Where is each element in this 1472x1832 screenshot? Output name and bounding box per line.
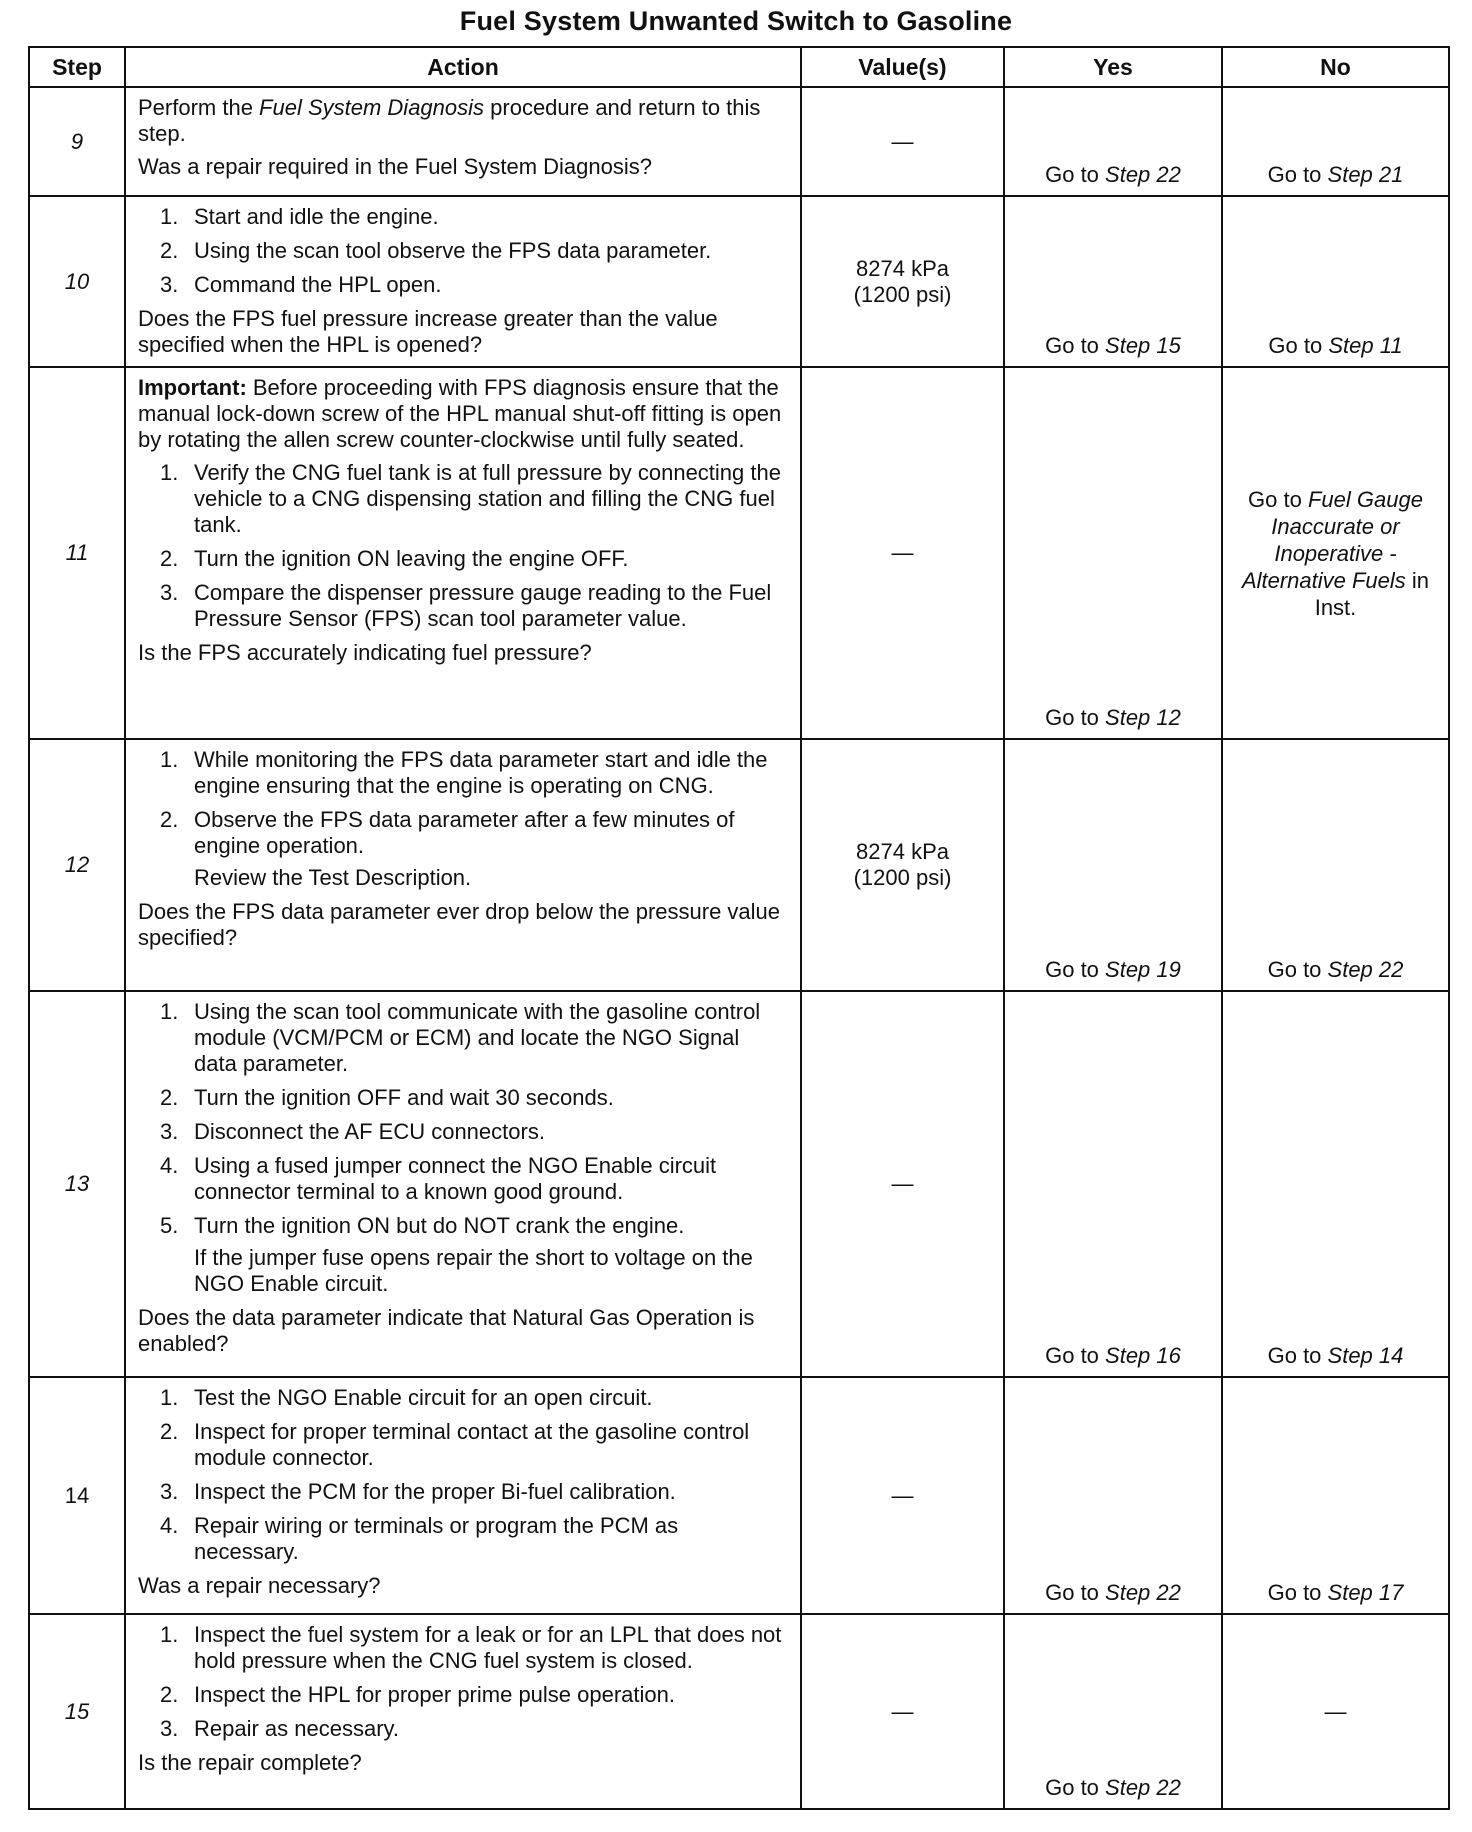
list-item: 3. Disconnect the AF ECU connectors. [160, 1119, 545, 1144]
action-question: Does the data parameter indicate that Natural Gas Operation is enabled? [138, 1305, 755, 1356]
step-number: 14 [29, 1377, 125, 1614]
action-steps [138, 1385, 788, 1565]
yes-cell: Go to Step 15 [1004, 196, 1222, 367]
value-text: — [891, 128, 914, 154]
step-number: 9 [29, 87, 125, 196]
action-question: Was a repair required in the Fuel System Diagnosis? [138, 154, 652, 179]
step-number: 12 [29, 739, 125, 991]
value-cell [801, 991, 1004, 1377]
yes-target-link[interactable]: Step 22 [1105, 162, 1181, 187]
yes-cell: Go to Step 12 [1004, 367, 1222, 739]
value-text: — [891, 1698, 914, 1724]
yes-cell: Go to Step 16 [1004, 991, 1222, 1377]
no-cell: Go to Step 14 [1222, 991, 1449, 1377]
no-cell: Go to Step 11 [1222, 196, 1449, 367]
value-text: 8274 kPa (1200 psi) [853, 839, 952, 890]
table-row-step-15 [29, 1614, 1449, 1809]
list-item: 3. Inspect the PCM for the proper Bi-fuel calibration. [160, 1479, 676, 1504]
no-target-link[interactable]: Fuel Gauge Inaccurate or Inoperative - Alternative Fuels [1241, 486, 1423, 593]
no-target-link[interactable]: Step 22 [1327, 957, 1404, 982]
header-no: No [1222, 47, 1449, 87]
yes-target-link[interactable]: Step 22 [1105, 1580, 1181, 1605]
important-label: Important: [138, 375, 247, 400]
no-target-link[interactable]: Step 11 [1328, 333, 1403, 358]
value-cell [801, 196, 1004, 367]
list-item: 2. Inspect the HPL for proper prime pulse operation. [160, 1682, 676, 1707]
header-step: Step [29, 47, 125, 87]
value-text: 8274 kPa (1200 psi) [853, 255, 952, 307]
action-cell [125, 196, 801, 367]
no-cell [1222, 367, 1449, 739]
action-cell [125, 87, 801, 196]
header-yes: Yes [1004, 47, 1222, 87]
list-item: 1. Verify the CNG fuel tank is at full pressure by connecting the vehicle to a CNG dispensing station and filling the CNG fuel tank. [160, 460, 781, 537]
yes-cell: Go to Step 22 [1004, 1377, 1222, 1614]
action-question: Does the FPS fuel pressure increase greater than the value specified when the HPL is opened? [138, 306, 718, 357]
action-cell [125, 367, 801, 739]
yes-target-link[interactable]: Step 12 [1105, 705, 1181, 730]
yes-cell: Go to Step 22 [1004, 87, 1222, 196]
no-target-link[interactable]: Step 14 [1327, 1343, 1404, 1368]
important-note: Important: Before proceeding with FPS diagnosis ensure that the manual lock-down screw of the HPL manual shut-off fitting is open by rotating the allen screw counter-clockwise until fully seated. [138, 375, 782, 452]
list-item: 3. Command the HPL open. [160, 272, 442, 297]
table-row-step-11 [29, 367, 1449, 739]
table-row-step-13 [29, 991, 1449, 1377]
action-question: Was a repair necessary? [138, 1573, 381, 1598]
value-cell [801, 1614, 1004, 1809]
step-number: 13 [29, 991, 125, 1377]
table-header-row [29, 47, 1449, 87]
no-cell: Go to Step 22 [1222, 739, 1449, 991]
yes-target-link[interactable]: Step 16 [1105, 1343, 1181, 1368]
procedure-reference: Fuel System Diagnosis [259, 95, 485, 120]
action-cell [125, 1377, 801, 1614]
action-intro: Perform the Fuel System Diagnosis procedure and return to this step. [138, 95, 761, 146]
list-item: 2. Using the scan tool observe the FPS data parameter. [160, 238, 712, 263]
action-steps [138, 204, 788, 298]
list-item: 3. Repair as necessary. [160, 1716, 400, 1741]
action-steps [138, 999, 788, 1239]
list-item: 1. Start and idle the engine. [160, 204, 439, 229]
list-item: 5. Turn the ignition ON but do NOT crank the engine. [160, 1213, 685, 1238]
value-cell [801, 1377, 1004, 1614]
list-item: 4. Using a fused jumper connect the NGO Enable circuit connector terminal to a known good ground. [160, 1153, 717, 1204]
page-title: Fuel System Unwanted Switch to Gasoline [459, 6, 1013, 36]
no-cell: Go to Step 21 [1222, 87, 1449, 196]
action-question: Is the repair complete? [138, 1750, 362, 1775]
table-row-step-12 [29, 739, 1449, 991]
action-cell [125, 991, 801, 1377]
step-number: 11 [29, 367, 125, 739]
value-cell [801, 367, 1004, 739]
action-cell [125, 1614, 801, 1809]
yes-cell: Go to Step 22 [1004, 1614, 1222, 1809]
value-cell [801, 87, 1004, 196]
table-row-step-10 [29, 196, 1449, 367]
list-item: 1. Inspect the fuel system for a leak or for an LPL that does not hold pressure when the CNG fuel system is closed. [160, 1622, 782, 1673]
yes-target-link[interactable]: Step 22 [1105, 1775, 1181, 1800]
list-item: 2. Turn the ignition OFF and wait 30 seconds. [160, 1085, 614, 1110]
no-reference: Go to Fuel Gauge Inaccurate or Inoperative - Alternative Fuels in Inst. [1241, 486, 1430, 620]
no-target-link[interactable]: Step 17 [1327, 1580, 1404, 1605]
list-item: 2. Inspect for proper terminal contact at the gasoline control module connector. [160, 1419, 750, 1470]
step-note: If the jumper fuse opens repair the short to voltage on the NGO Enable circuit. [194, 1245, 753, 1296]
table-row-step-9 [29, 87, 1449, 196]
action-question: Does the FPS data parameter ever drop below the pressure value specified? [138, 899, 781, 950]
header-values: Value(s) [801, 47, 1004, 87]
list-item: 1. While monitoring the FPS data parameter start and idle the engine ensuring that the engine is operating on CNG. [160, 747, 768, 798]
list-item: 3. Compare the dispenser pressure gauge reading to the Fuel Pressure Sensor (FPS) scan tool parameter value. [160, 580, 772, 631]
action-steps [138, 1622, 788, 1742]
table-row-step-14 [29, 1377, 1449, 1614]
value-text: — [891, 540, 914, 565]
step-number: 10 [29, 196, 125, 367]
action-question: Is the FPS accurately indicating fuel pressure? [138, 640, 592, 665]
yes-target-link[interactable]: Step 15 [1105, 333, 1181, 358]
list-item: 1. Using the scan tool communicate with the gasoline control module (VCM/PCM or ECM) and locate the NGO Signal data parameter. [160, 999, 761, 1076]
yes-target-link[interactable]: Step 19 [1105, 957, 1181, 982]
list-item: 2. Turn the ignition ON leaving the engine OFF. [160, 546, 629, 571]
no-cell [1222, 1614, 1449, 1809]
no-dash-text: — [1324, 1698, 1347, 1724]
list-item: 2. Observe the FPS data parameter after a few minutes of engine operation. [160, 807, 735, 858]
yes-cell: Go to Step 19 [1004, 739, 1222, 991]
no-cell: Go to Step 17 [1222, 1377, 1449, 1614]
value-text: — [891, 1482, 914, 1508]
value-cell [801, 739, 1004, 991]
no-target-link[interactable]: Step 21 [1327, 162, 1404, 187]
action-cell [125, 739, 801, 991]
value-text: — [891, 1171, 914, 1196]
diagnostic-table [28, 46, 1450, 1810]
step-note: Review the Test Description. [194, 865, 472, 890]
action-steps [138, 747, 788, 859]
step-number: 15 [29, 1614, 125, 1809]
list-item: 4. Repair wiring or terminals or program the PCM as necessary. [160, 1513, 679, 1564]
header-action: Action [125, 47, 801, 87]
list-item: 1. Test the NGO Enable circuit for an open circuit. [160, 1385, 653, 1410]
action-steps [138, 460, 788, 632]
